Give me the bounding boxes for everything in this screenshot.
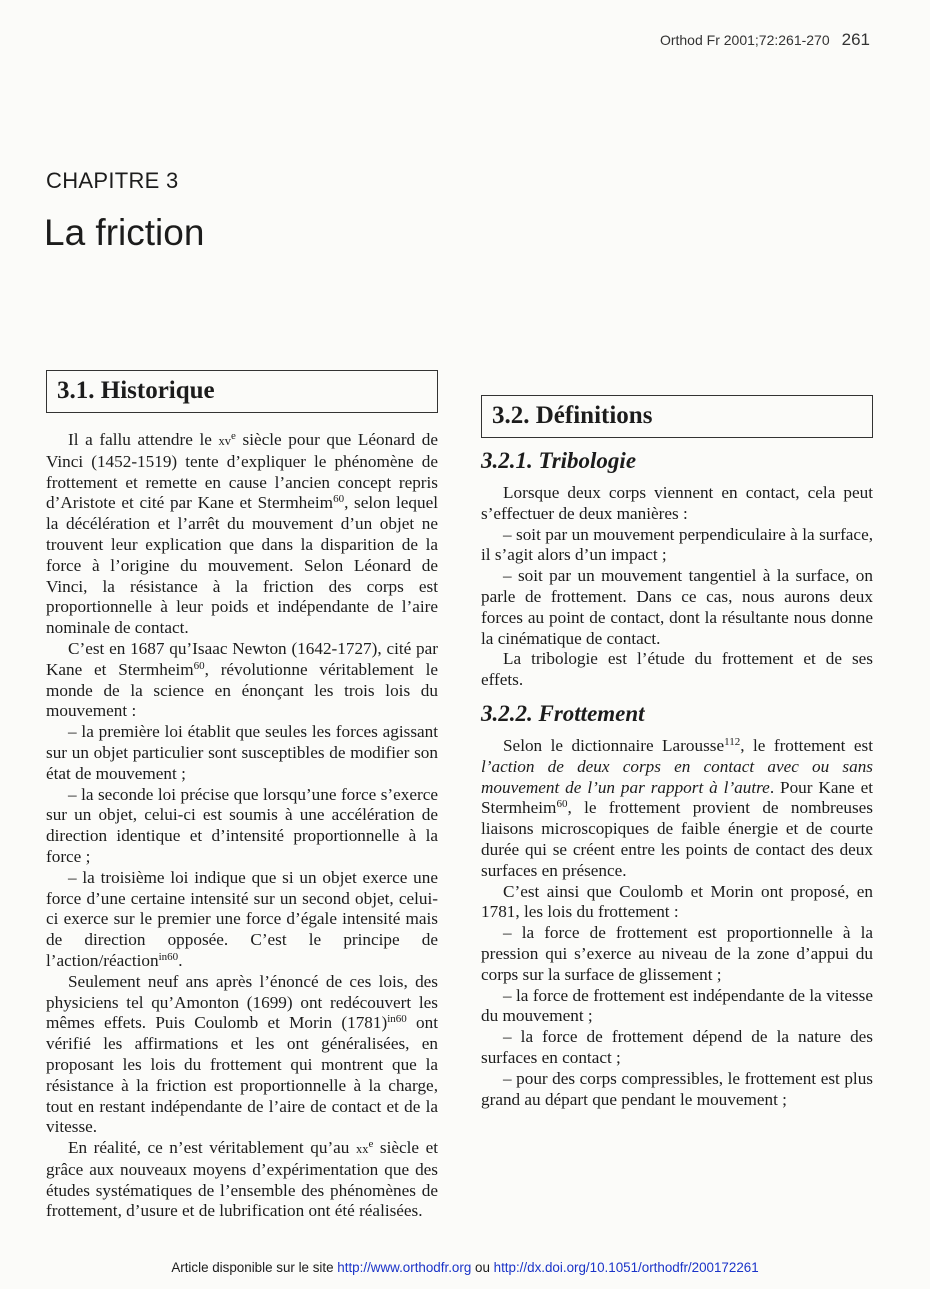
list-item: – la force de frottement est proportionnelle à la pression qui s’exerce au niveau de la zone d’appui du corps sur la surface de glissement ; <box>481 923 873 984</box>
list-item: – soit par un mouvement tangentiel à la surface, on parle de frottement. Dans ce cas, nous aurons deux forces au point de contact, dont la résultante nous donne la cinématique de contact. <box>481 566 873 648</box>
reference-superscript: 60 <box>333 493 345 506</box>
doi-link[interactable]: http://dx.doi.org/10.1051/orthodfr/200172261 <box>493 1260 759 1275</box>
paragraph: Selon le dictionnaire Larousse$^{112}$, le frottement est l’action de deux corps en contact avec ou sans mouvement de l’un par rapport à l’autre. Pour Kane et Stermheim$^{60}$, le frottement provient de nombreuses liaisons microscopiques de faible énergie et de courte durée qui se créent entre les points de contact des deux surfaces en présence. <box>481 735 873 880</box>
paragraph: En réalité, ce n’est véritablement qu’au $xx^e$ siècle et grâce aux nouveaux moyens d’expérimentation que des études systématiques de l’ensemble des phénomènes de frottement, d’usure et de lubrification ont été réalisées. <box>46 1138 439 1221</box>
right-column <box>481 366 873 1110</box>
section-heading-historique: 3.1. Historique <box>46 370 438 413</box>
list-item: – soit par un mouvement perpendiculaire à la surface, il s’agit alors d’un impact ; <box>481 524 873 565</box>
reference-superscript: in60 <box>158 950 179 963</box>
paragraph: Seulement neuf ans après l’énoncé de ces lois, des physiciens tel qu’Amonton (1699) ont redécouvert les mêmes effets. Puis Coulomb et Morin $(1781)^{in60}$ ont vérifié les affirmations et les ont généralisées, en proposant les lois du frottement qui montrent que la résistance à la friction est proportionnelle à la charge, tout en restant indépendante de l’aire de contact et de la vitesse. <box>46 971 438 1137</box>
list-item: – la force de frottement dépend de la nature des surfaces en contact ; <box>481 1027 873 1067</box>
page-number: 261 <box>841 30 870 49</box>
reference-superscript: in60 <box>387 1013 407 1026</box>
subsection-heading-tribologie: 3.2.1. Tribologie <box>481 448 637 473</box>
list-item: – pour des corps compressibles, le frottement est plus grand au départ que pendant le mouvement ; <box>481 1068 873 1109</box>
left-column <box>46 370 438 1222</box>
chapter-label: CHAPITRE 3 <box>46 168 179 193</box>
list-item: – la troisième loi indique que si un objet exerce une force d’une certaine intensité sur un second objet, celui-ci exerce sur le premier une force d’égale intensité mais de direction opposée. C’est le principe de l’action/réaction$^{in60}$. <box>46 867 438 970</box>
paragraph: C’est en 1687 qu’Isaac Newton (1642-1727), cité par Kane et Stermheim$^{60}$, révolutionne véritablement le monde de la science en énonçant les trois lois du mouvement : <box>46 638 439 721</box>
footer: Article disponible sur le site http://www.orthodfr.org ou http://dx.doi.org/10.1051/orthodfr/200172261 <box>171 1260 759 1275</box>
section-heading-definitions: 3.2. Définitions <box>481 395 873 438</box>
chapter-title: La friction <box>44 212 205 253</box>
list-item: – la première loi établit que seules les forces agissant sur un objet particulier sont susceptibles de modifier son état de mouvement ; <box>46 722 438 783</box>
paragraph: La tribologie est l’étude du frottement et de ses effets. <box>481 649 873 690</box>
subsection-heading-frottement: 3.2.2. Frottement <box>481 700 645 726</box>
reference-superscript: 60 <box>556 798 568 811</box>
paragraph: Il a fallu attendre le $xv^e$ siècle pour que Léonard de Vinci (1452-1519) tente d’expliquer le phénomène de frottement et remette en cause l’ancien concept repris d’Aristote et cité par Kane et Stermheim$^{60}$, selon lequel la décélération et l’arrêt du mouvement d’un objet ne trouvent leur explication que dans la disparition de la force à l’origine du mouvement. Selon Léonard de Vinci, la résistance à la friction des corps est proportionnelle à leur poids et indépendante de l’aire nominale de contact. <box>46 430 439 638</box>
journal-reference: Orthod Fr 2001;72:261-270 <box>659 32 830 48</box>
reference-superscript: 112 <box>724 735 741 748</box>
list-item: – la seconde loi précise que lorsqu’une force s’exerce sur un objet, celui-ci est soumis à une accélération de direction identique et d’intensité proportionnelle à la force ; <box>46 784 438 866</box>
running-header <box>660 30 870 50</box>
list-item: – la force de frottement est indépendante de la vitesse du mouvement ; <box>481 985 873 1026</box>
definition-quote: l’action de deux corps en contact avec ou sans mouvement de l’un par rapport à l’autre <box>481 756 873 797</box>
reference-superscript: 60 <box>193 659 205 672</box>
paragraph: Lorsque deux corps viennent en contact, cela peut s’effectuer de deux manières : <box>481 483 873 523</box>
orthodfr-link[interactable]: http://www.orthodfr.org <box>337 1260 472 1275</box>
paragraph: C’est ainsi que Coulomb et Morin ont proposé, en 1781, les lois du frottement : <box>481 881 873 922</box>
